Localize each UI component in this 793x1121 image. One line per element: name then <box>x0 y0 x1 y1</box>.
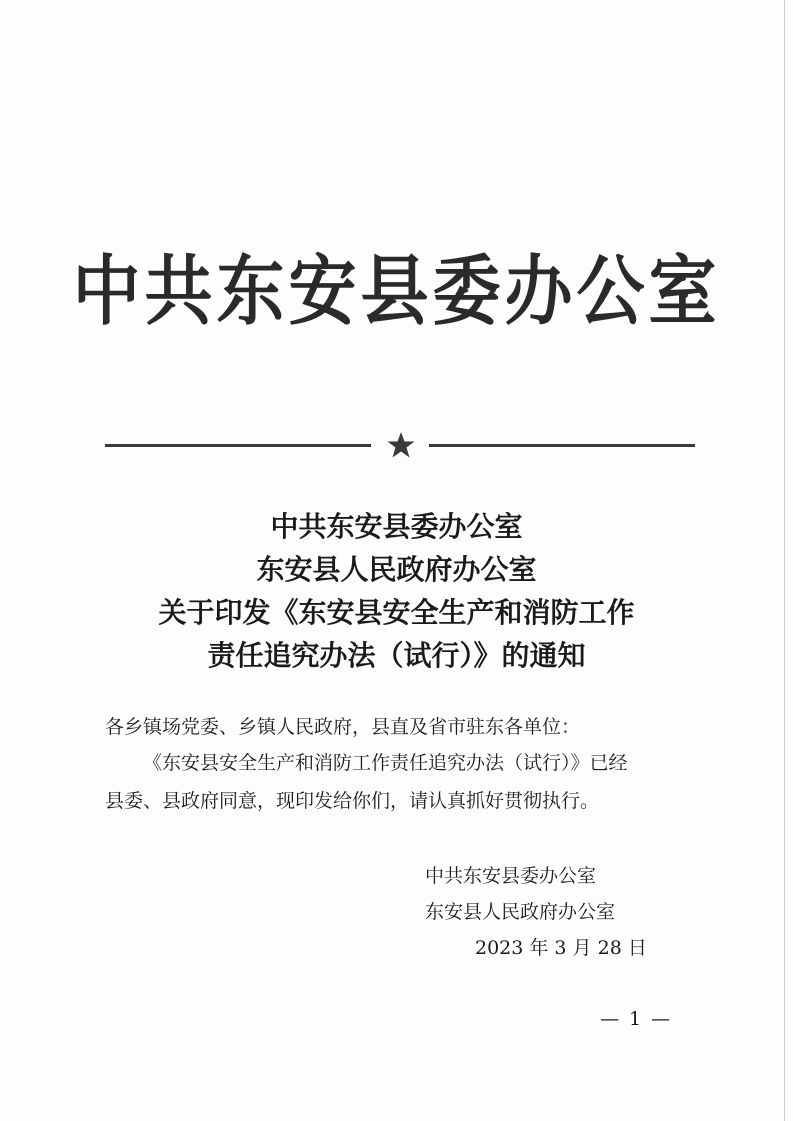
body-line-2: 县委、县政府同意，现印发给你们，请认真抓好贯彻执行。 <box>105 790 600 812</box>
recipients-line: 各乡镇场党委、乡镇人民政府，县直及省市驻东各单位： <box>105 716 581 738</box>
signature-date: 2023 年 3 月 28 日 <box>475 937 647 959</box>
signature-org-1: 中共东安县委办公室 <box>425 865 597 887</box>
title-line-4: 责任追究办法（试行）》的通知 <box>207 639 586 672</box>
title-line-2: 东安县人民政府办公室 <box>256 553 537 586</box>
star-icon <box>386 430 416 460</box>
page-number: — 1 — <box>600 1008 673 1030</box>
body-paragraph <box>105 744 705 820</box>
signature-block <box>425 858 647 966</box>
title-line-1: 中共东安县委办公室 <box>270 510 523 543</box>
signature-org-2: 东安县人民政府办公室 <box>425 901 616 923</box>
header-separator <box>105 430 695 460</box>
document-title <box>0 505 793 677</box>
red-header-organization: 中共东安县委办公室 <box>72 248 721 337</box>
title-line-3: 关于印发《东安县安全生产和消防工作 <box>158 596 635 629</box>
separator-line-right <box>429 444 695 447</box>
separator-line-left <box>105 444 371 447</box>
body-line-1: 《东安县安全生产和消防工作责任追究办法（试行）》已经 <box>143 752 628 774</box>
